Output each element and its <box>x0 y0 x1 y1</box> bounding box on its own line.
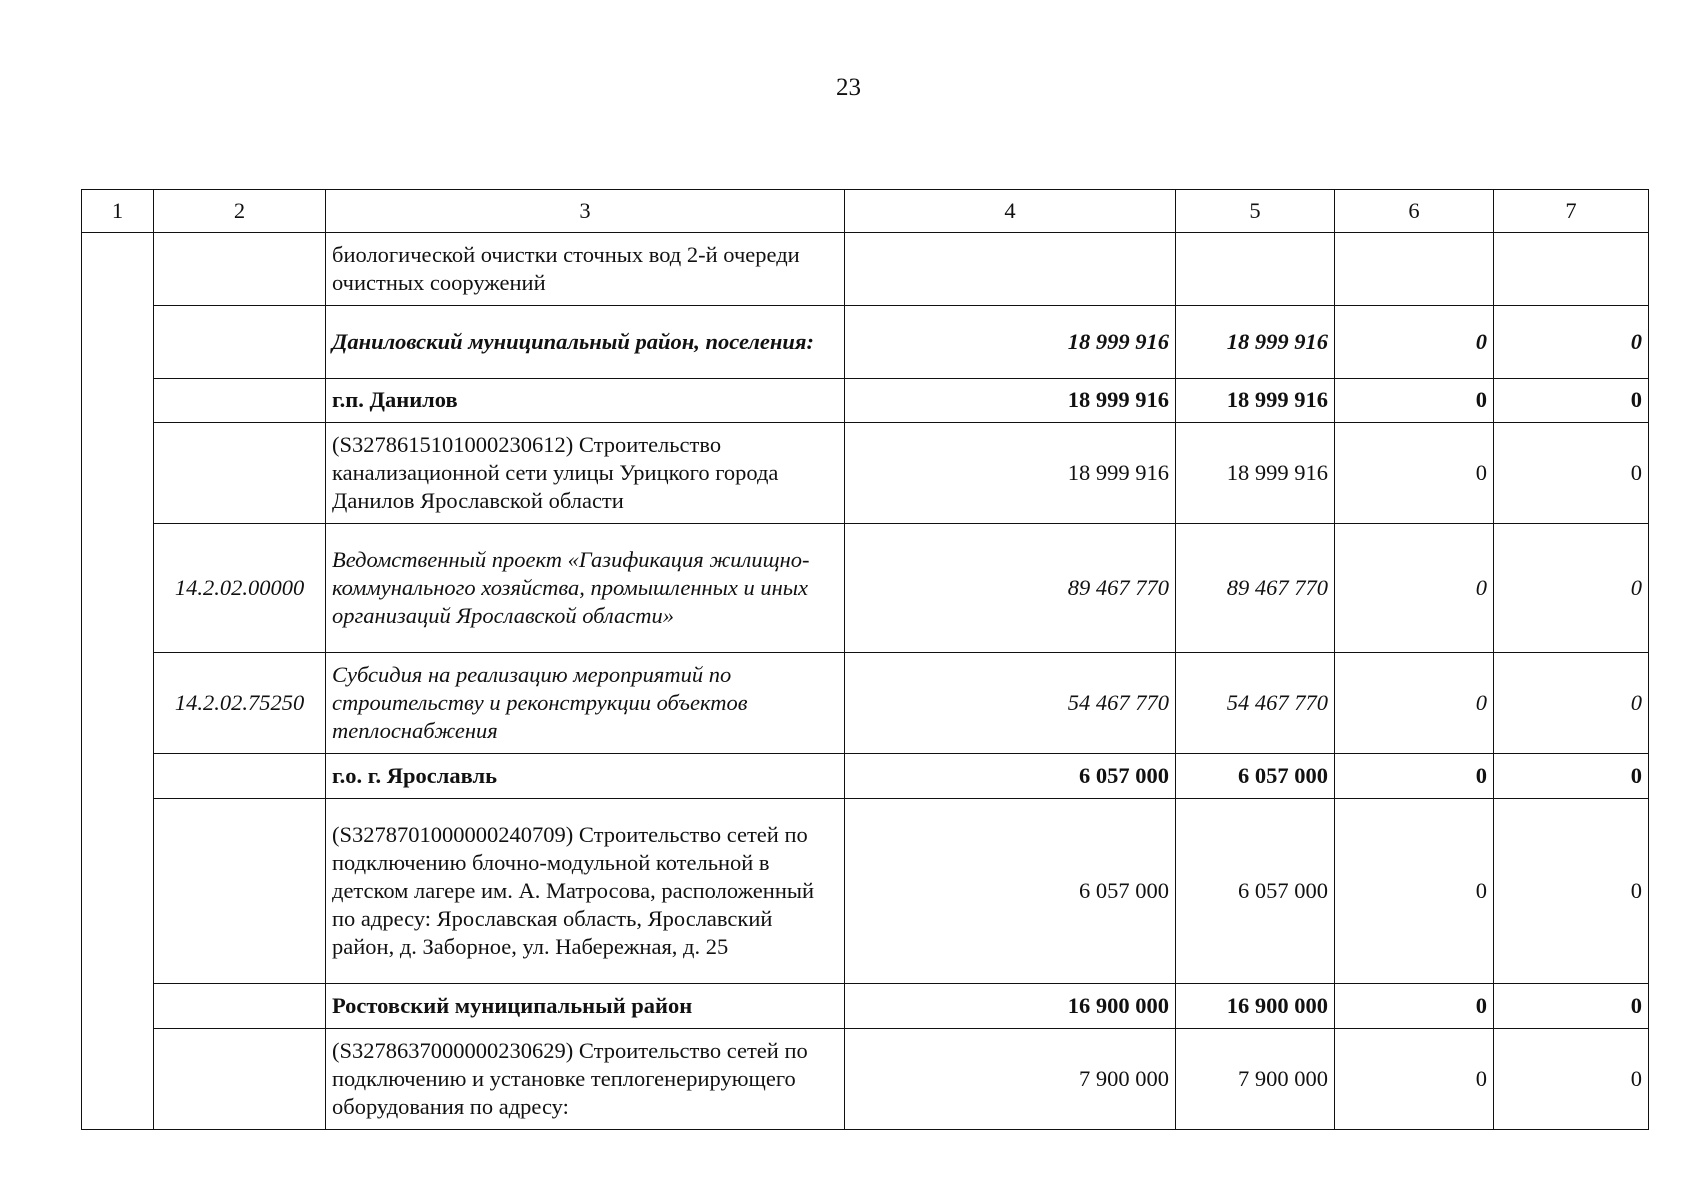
value-col6-cell: 0 <box>1335 423 1494 524</box>
table-row <box>82 233 1649 306</box>
value-col4-cell: 18 999 916 <box>845 423 1176 524</box>
value-col4-cell: 18 999 916 <box>845 379 1176 423</box>
value-col6-cell: 0 <box>1335 984 1494 1029</box>
col-header-6: 6 <box>1335 190 1494 233</box>
value-col4-cell: 89 467 770 <box>845 524 1176 653</box>
code-cell: 14.2.02.75250 <box>154 653 326 754</box>
value-col6-cell: 0 <box>1335 306 1494 379</box>
value-col5-cell: 89 467 770 <box>1176 524 1335 653</box>
code-cell: 14.2.02.00000 <box>154 524 326 653</box>
description-cell: г.о. г. Ярославль <box>326 754 845 799</box>
table-row <box>82 1029 1649 1130</box>
value-col6-cell: 0 <box>1335 1029 1494 1130</box>
value-col6-cell: 0 <box>1335 754 1494 799</box>
col-header-3: 3 <box>326 190 845 233</box>
table-row <box>82 524 1649 653</box>
table-row <box>82 379 1649 423</box>
value-col7-cell <box>1494 233 1649 306</box>
value-col4-cell <box>845 233 1176 306</box>
col-header-2: 2 <box>154 190 326 233</box>
value-col7-cell: 0 <box>1494 423 1649 524</box>
value-col5-cell: 54 467 770 <box>1176 653 1335 754</box>
code-cell <box>154 754 326 799</box>
value-col5-cell: 16 900 000 <box>1176 984 1335 1029</box>
value-col5-cell <box>1176 233 1335 306</box>
value-col7-cell: 0 <box>1494 799 1649 984</box>
table-row <box>82 799 1649 984</box>
value-col5-cell: 6 057 000 <box>1176 754 1335 799</box>
description-cell: (S327863700000023062​9) Строительство сетей по подключению и установке теплогенерирующего оборудования по адресу: <box>326 1029 845 1130</box>
description-cell: (S327861510100023061​2) Строительство канализационной сети улицы Урицкого города Данилов Ярославской области <box>326 423 845 524</box>
column-1-cell <box>82 233 154 1130</box>
value-col6-cell: 0 <box>1335 379 1494 423</box>
value-col5-cell: 18 999 916 <box>1176 306 1335 379</box>
header-row <box>82 190 1649 233</box>
description-cell: Даниловский муниципальный район, поселения: <box>326 306 845 379</box>
description-cell: биологической очистки сточных вод 2-й очереди очистных сооружений <box>326 233 845 306</box>
budget-table <box>81 189 1649 1130</box>
code-cell <box>154 984 326 1029</box>
description-cell: (S327870100000024070​9) Строительство сетей по подключению блочно-модульной котельной в детском лагере им. А. Матросова, расположенный по адресу: Ярославская область, Ярославский район, д. Заборное, ул. Набережная, д. 25 <box>326 799 845 984</box>
value-col7-cell: 0 <box>1494 653 1649 754</box>
table-row <box>82 306 1649 379</box>
code-cell <box>154 423 326 524</box>
code-cell <box>154 379 326 423</box>
code-cell <box>154 799 326 984</box>
value-col7-cell: 0 <box>1494 306 1649 379</box>
value-col4-cell: 7 900 000 <box>845 1029 1176 1130</box>
value-col4-cell: 6 057 000 <box>845 799 1176 984</box>
value-col4-cell: 18 999 916 <box>845 306 1176 379</box>
value-col7-cell: 0 <box>1494 524 1649 653</box>
description-cell: Субсидия на реализацию мероприятий по строительству и реконструкции объектов теплоснабжения <box>326 653 845 754</box>
code-cell <box>154 233 326 306</box>
value-col6-cell: 0 <box>1335 653 1494 754</box>
description-cell: г.п. Данилов <box>326 379 845 423</box>
value-col4-cell: 6 057 000 <box>845 754 1176 799</box>
value-col5-cell: 7 900 000 <box>1176 1029 1335 1130</box>
code-cell <box>154 306 326 379</box>
table-row <box>82 423 1649 524</box>
value-col5-cell: 18 999 916 <box>1176 379 1335 423</box>
value-col6-cell: 0 <box>1335 524 1494 653</box>
value-col4-cell: 16 900 000 <box>845 984 1176 1029</box>
value-col7-cell: 0 <box>1494 379 1649 423</box>
table-row <box>82 984 1649 1029</box>
col-header-7: 7 <box>1494 190 1649 233</box>
table-row <box>82 653 1649 754</box>
description-cell: Ростовский муниципальный район <box>326 984 845 1029</box>
value-col7-cell: 0 <box>1494 984 1649 1029</box>
table-row <box>82 754 1649 799</box>
value-col7-cell: 0 <box>1494 754 1649 799</box>
page-number: 23 <box>836 74 861 101</box>
value-col5-cell: 6 057 000 <box>1176 799 1335 984</box>
value-col4-cell: 54 467 770 <box>845 653 1176 754</box>
value-col7-cell: 0 <box>1494 1029 1649 1130</box>
value-col6-cell: 0 <box>1335 799 1494 984</box>
value-col6-cell <box>1335 233 1494 306</box>
value-col5-cell: 18 999 916 <box>1176 423 1335 524</box>
col-header-4: 4 <box>845 190 1176 233</box>
description-cell: Ведомственный проект «Газификация жилищно-коммунального хозяйства, промышленных и иных организаций Ярославской области» <box>326 524 845 653</box>
col-header-5: 5 <box>1176 190 1335 233</box>
col-header-1: 1 <box>82 190 154 233</box>
code-cell <box>154 1029 326 1130</box>
